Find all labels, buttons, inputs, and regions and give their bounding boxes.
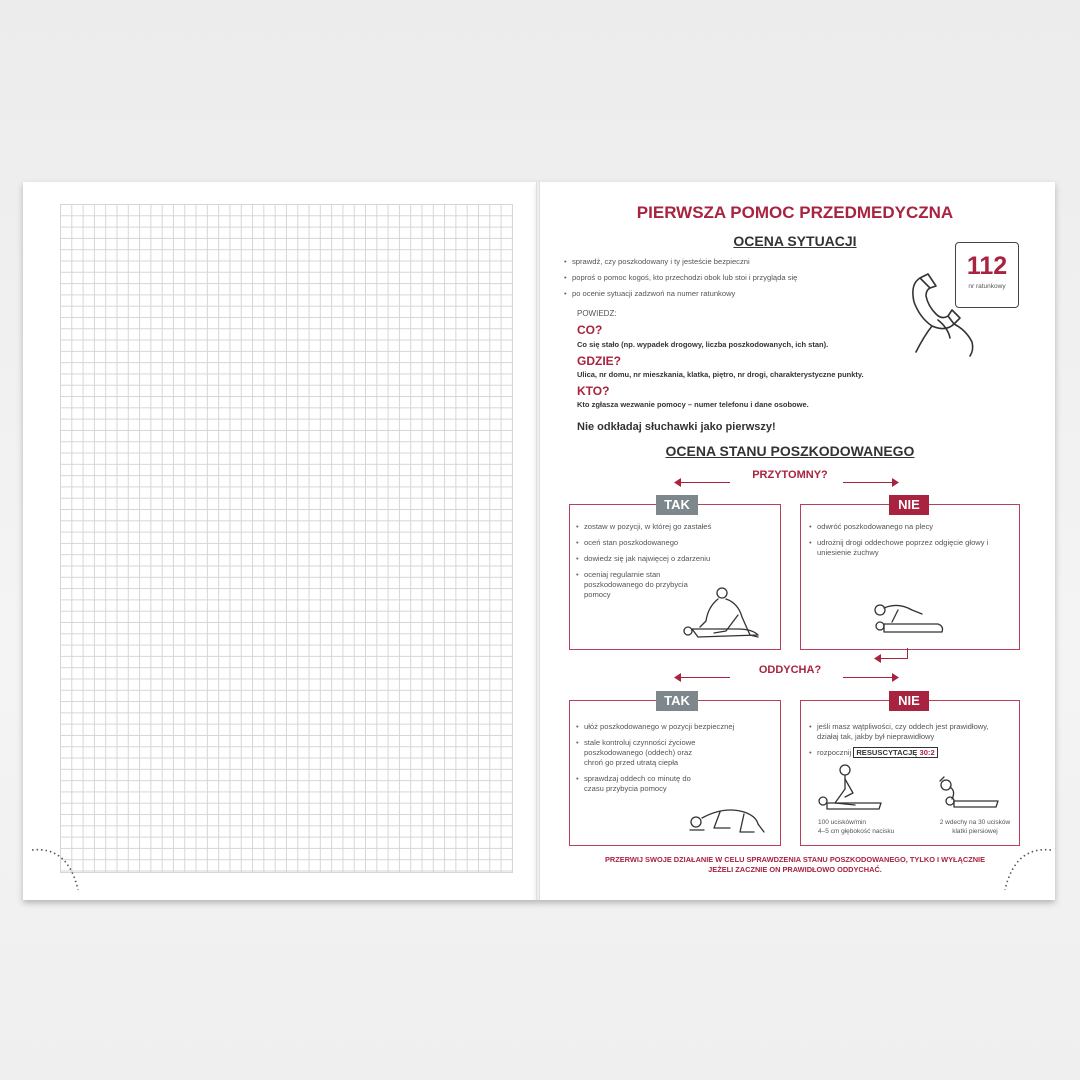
list-item: • ułóż poszkodowanego w pozycji bezpiecznej bbox=[575, 722, 784, 732]
list-item: • sprawdzaj oddech co minutę do czasu przybycia pomocy bbox=[575, 774, 700, 794]
what-answer: Co się stało (np. wypadek drogowy, liczba poszkodowanych, ich stan). bbox=[577, 340, 829, 349]
list-item: • dowiedz się jak najwięcej o zdarzeniu bbox=[575, 554, 775, 564]
list-item: • udrożnij drogi oddechowe poprzez odgięcie głowy i uniesienie żuchwy bbox=[808, 538, 998, 558]
say-label: POWIEDZ: bbox=[577, 309, 617, 318]
arrow-line bbox=[680, 677, 730, 678]
arrow-line bbox=[843, 677, 893, 678]
arrow-right-icon bbox=[891, 673, 899, 682]
main-title: PIERWSZA POMOC PRZEDMEDYCZNA bbox=[636, 203, 954, 222]
breathing-question: ODDYCHA? bbox=[758, 664, 822, 676]
list-item: • jeśli masz wątpliwości, czy oddech jest prawidłowy, działaj tak, jakby był nieprawidłowy bbox=[808, 722, 997, 742]
list-item: • oceń stan poszkodowanego bbox=[575, 538, 775, 548]
who-answer: Kto zgłasza wezwanie pomocy – numer telefonu i dane osobowe. bbox=[577, 400, 809, 409]
emergency-number: 112 bbox=[966, 252, 1008, 280]
where-question: GDZIE? bbox=[577, 354, 621, 368]
list-item: • stale kontroluj czynności życiowe poszkodowanego (oddech) oraz chroń go przed utratą ciepła bbox=[575, 738, 700, 768]
hand-phone-icon bbox=[902, 270, 982, 360]
breathing-yes-list bbox=[575, 722, 735, 800]
list-item: • zostaw w pozycji, w której go zastałeś bbox=[575, 522, 775, 532]
list-item: • po ocenie sytuacji zadzwoń na numer ratunkowy bbox=[563, 289, 893, 299]
grid-paper bbox=[60, 204, 513, 873]
warning-text: Nie odkładaj słuchawki jako pierwszy! bbox=[577, 421, 776, 433]
list-item: • poproś o pomoc kogoś, kto przechodzi obok lub stoi i przygląda się bbox=[563, 273, 893, 283]
arrow-line bbox=[843, 482, 893, 483]
conscious-no-list bbox=[808, 522, 998, 564]
breathing-no-list bbox=[808, 722, 998, 764]
arrow-left-icon bbox=[674, 478, 682, 487]
conscious-yes-tag: TAK bbox=[656, 495, 698, 515]
connector-line bbox=[907, 648, 908, 658]
breaths-caption: 2 wdechy na 30 ucisków klatki piersiowej bbox=[939, 819, 1011, 835]
list-item: • rozpocznij RESUSCYTACJĘ 30:2 bbox=[808, 748, 998, 758]
conscious-question: PRZYTOMNY? bbox=[752, 469, 828, 481]
arrow-line bbox=[680, 482, 730, 483]
recovery-position-icon bbox=[684, 800, 768, 840]
breathing-yes-tag: TAK bbox=[656, 691, 698, 711]
footer-note: PRZERWIJ SWOJE DZIAŁANIE W CELU SPRAWDZENIA STANU POSZKODOWANEGO, TYLKO I WYŁĄCZNIE JEŻELI ZACZNIE ON PRAWIDŁOWO ODDYCHAĆ. bbox=[604, 855, 986, 874]
emergency-number-caption: nr ratunkowy bbox=[968, 283, 1006, 290]
resuscitation-label: RESUSCYTACJĘ 30:2 bbox=[853, 747, 937, 758]
connector-line bbox=[880, 658, 908, 659]
who-question: KTO? bbox=[577, 384, 610, 398]
rescue-breath-icon bbox=[934, 775, 1004, 815]
where-answer: Ulica, nr domu, nr mieszkania, klatka, piętro, nr drogi, charakterystyczne punkty. bbox=[577, 370, 864, 379]
notebook-spine bbox=[536, 182, 540, 900]
situation-bullets bbox=[563, 257, 893, 305]
airway-open-icon bbox=[868, 598, 948, 640]
kneeling-rescuer-icon bbox=[678, 585, 766, 643]
conscious-no-tag: NIE bbox=[889, 495, 929, 515]
list-item: • sprawdź, czy poszkodowany i ty jesteście bezpieczni bbox=[563, 257, 893, 267]
arrow-left-icon bbox=[874, 654, 882, 663]
arrow-left-icon bbox=[674, 673, 682, 682]
situation-title: OCENA SYTUACJI bbox=[733, 233, 857, 249]
victim-title: OCENA STANU POSZKODOWANEGO bbox=[665, 443, 915, 459]
compression-caption: 100 ucisków/min 4–5 cm głębokość nacisku bbox=[818, 819, 895, 835]
list-item: • oceniaj regularnie stan poszkodowanego do przybycia pomocy bbox=[575, 570, 714, 600]
what-question: CO? bbox=[577, 323, 603, 337]
breathing-no-tag: NIE bbox=[889, 691, 929, 711]
arrow-right-icon bbox=[891, 478, 899, 487]
list-item: • odwróć poszkodowanego na plecy bbox=[808, 522, 998, 532]
dotted-arc-left bbox=[28, 838, 88, 898]
chest-compression-icon bbox=[815, 763, 885, 813]
